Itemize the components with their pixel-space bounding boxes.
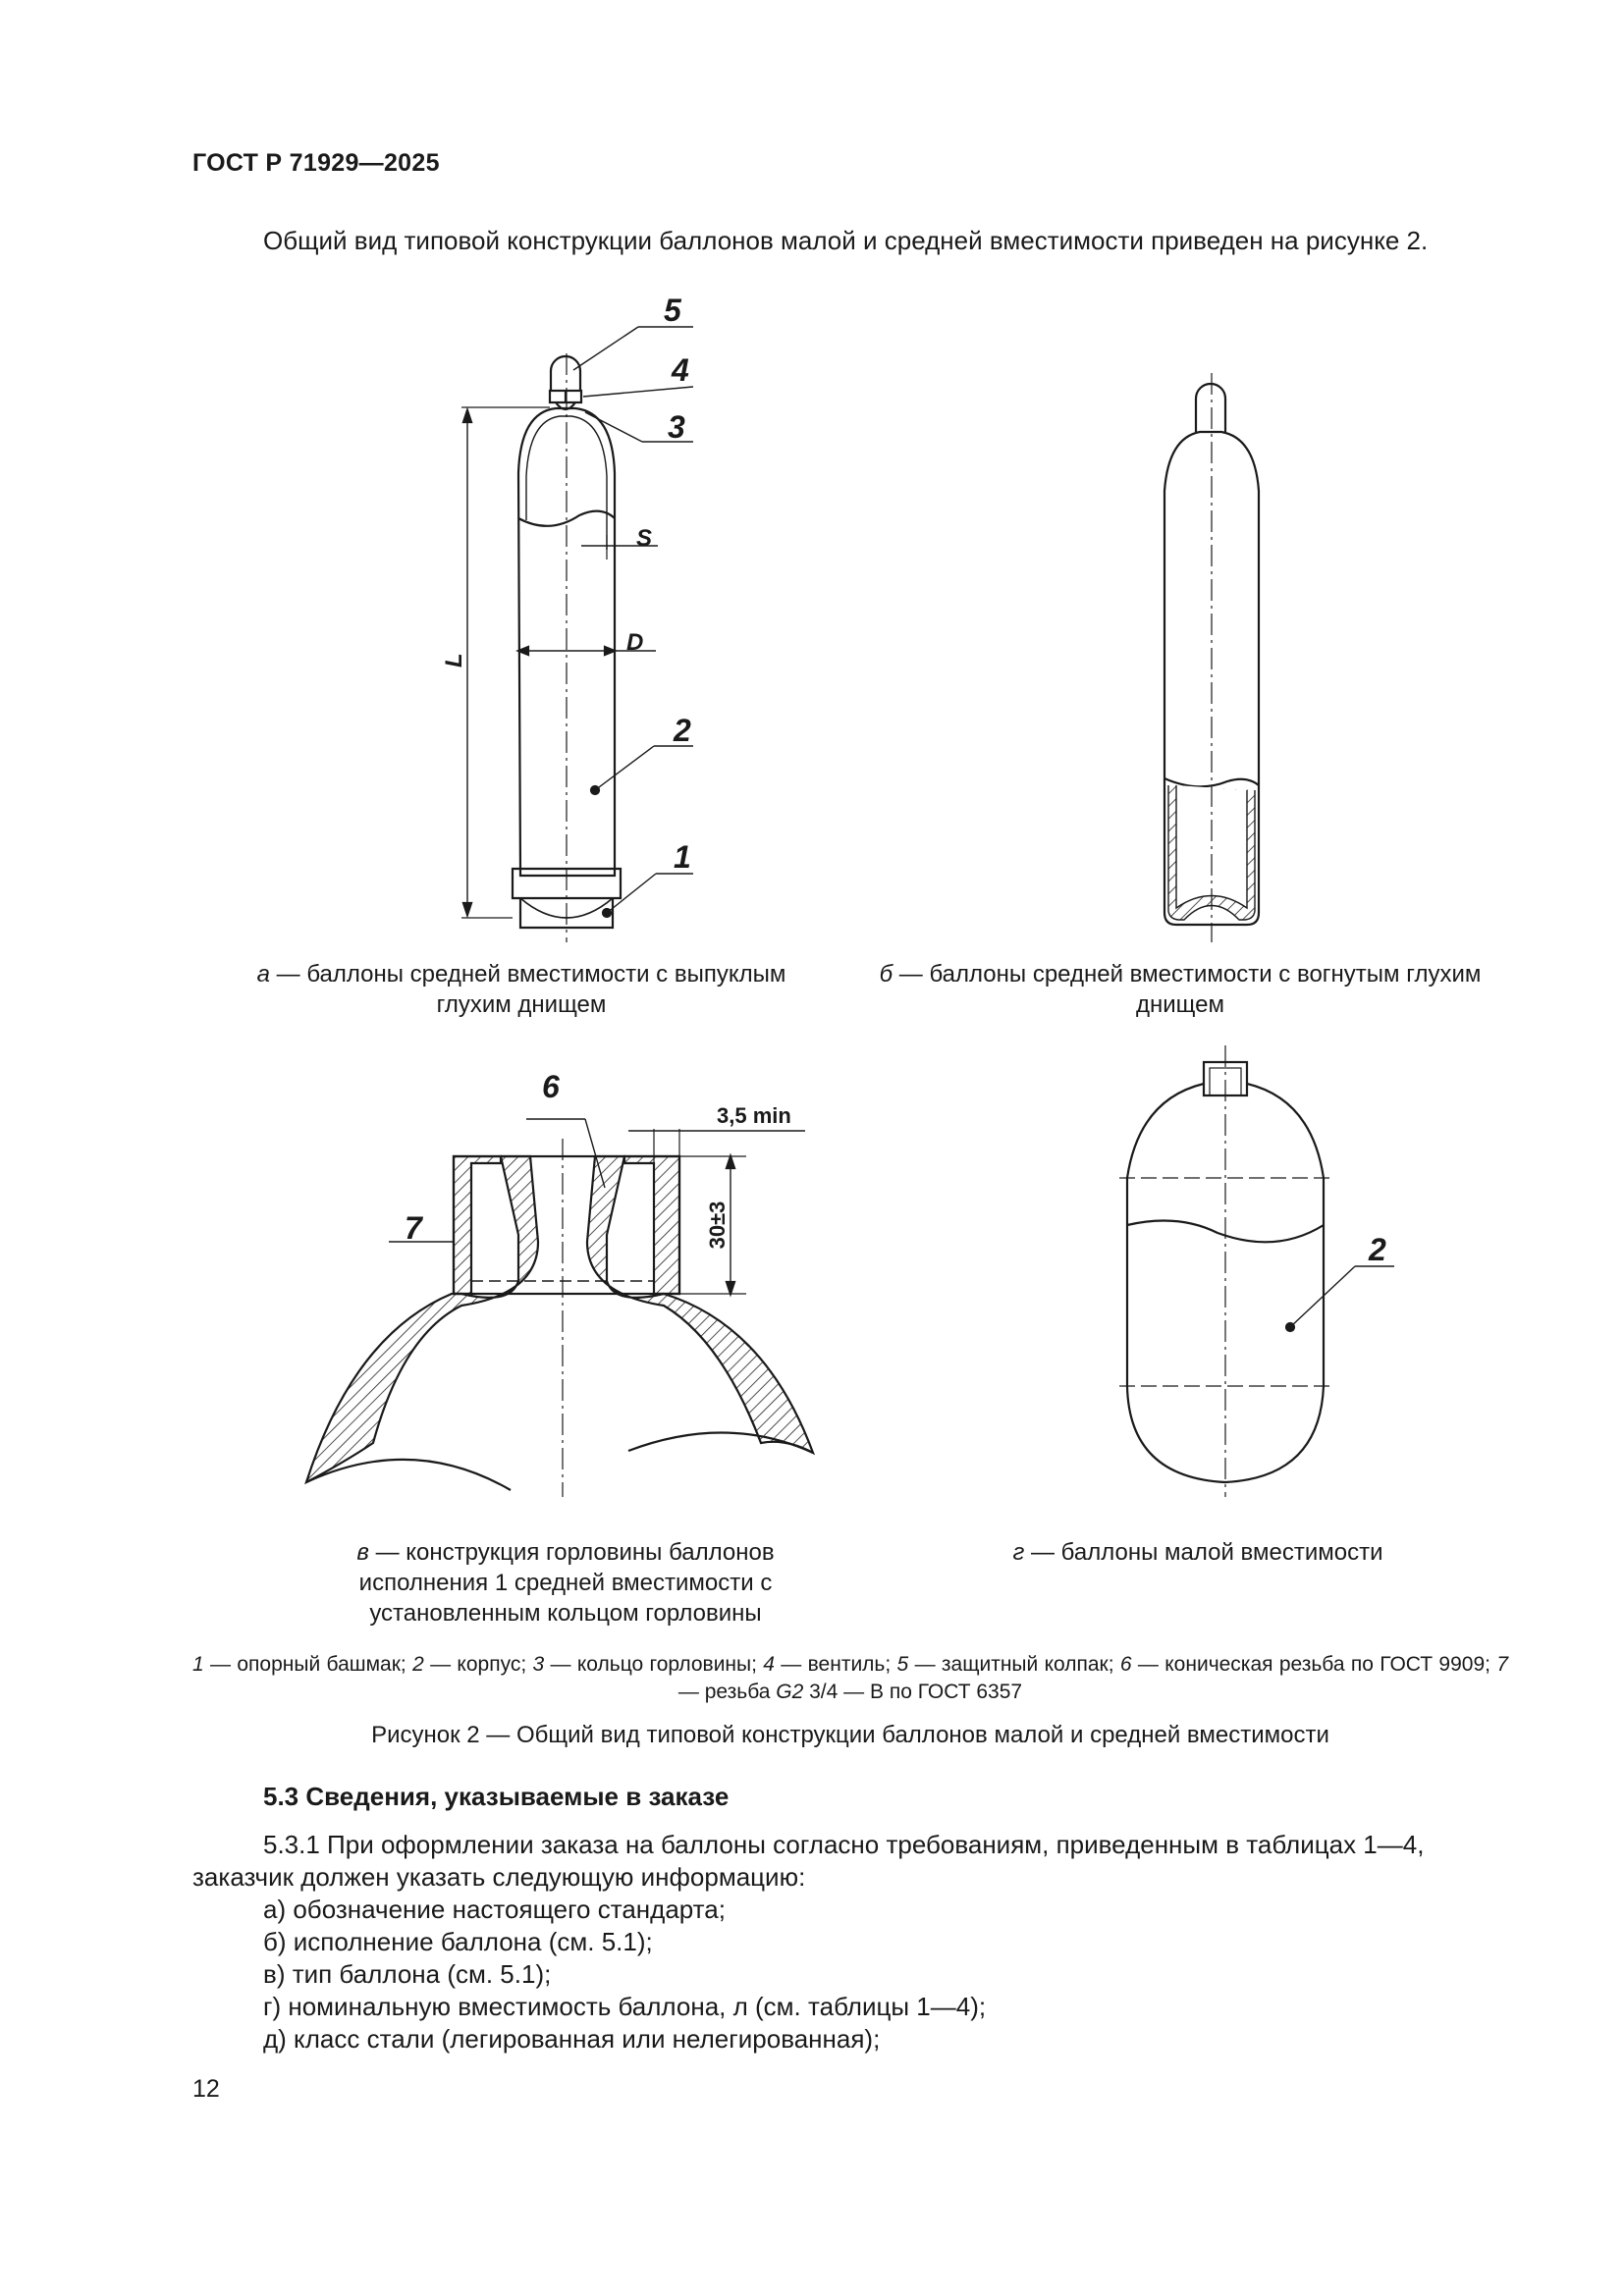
- drawing-b-cylinder: [1164, 373, 1259, 942]
- label-l: L: [441, 653, 467, 667]
- caption-b: б — баллоны средней вместимости с вогнутым глухим днищем: [879, 961, 1482, 1018]
- label-d: D: [626, 629, 644, 656]
- label-5: 5: [664, 293, 681, 328]
- page-number: 12: [192, 2075, 220, 2103]
- document-header: ГОСТ Р 71929—2025: [192, 149, 440, 177]
- intro-paragraph: Общий вид типовой конструкции баллонов малой и средней вместимости приведен на рисунке 2.: [263, 226, 1429, 255]
- label-4: 4: [672, 352, 689, 388]
- section-heading: 5.3 Сведения, указываемые в заказе: [263, 1782, 730, 1811]
- figure-title: Рисунок 2 — Общий вид типовой конструкции баллонов малой и средней вместимости: [371, 1722, 1329, 1748]
- dim-3-5-min: 3,5 min: [717, 1103, 791, 1128]
- label-7: 7: [405, 1210, 422, 1246]
- list-item: а) обозначение настоящего стандарта;: [263, 1895, 726, 1924]
- caption-a: а — баллоны средней вместимости с выпуклым глухим днищем: [256, 961, 786, 1018]
- drawing-g-small-cylinder: [1119, 1045, 1394, 1497]
- drawing-a-cylinder: [461, 327, 693, 942]
- paragraph-5-3-1: 5.3.1 При оформлении заказа на баллоны согласно требованиям, приведенным в таблицах 1—4,: [263, 1830, 1425, 1859]
- drawing-v-neck: [306, 1119, 813, 1497]
- label-3: 3: [668, 409, 685, 445]
- figure-legend: 1 — опорный башмак; 2 — корпус; 3 — кольцо горловины; 4 — вентиль; 5 — защитный колпак; 6 — коническая резьба по ГОСТ 9909; 7 — резьба G2 3/4 — B по ГОСТ 6357: [192, 1653, 1508, 1703]
- dim-30: 30±3: [705, 1201, 730, 1250]
- label-2g: 2: [1369, 1232, 1386, 1267]
- label-2a: 2: [674, 713, 691, 748]
- caption-g: г — баллоны малой вместимости: [1012, 1539, 1383, 1566]
- caption-v: в — конструкция горловины баллонов исполнения 1 средней вместимости с установленным кольцом горловины: [356, 1539, 775, 1627]
- list-item: б) исполнение баллона (см. 5.1);: [263, 1927, 653, 1956]
- list-item: д) класс стали (легированная или нелегированная);: [263, 2024, 881, 2054]
- label-1: 1: [674, 839, 691, 875]
- paragraph-5-3-1-cont: заказчик должен указать следующую информацию:: [192, 1862, 806, 1892]
- label-s: S: [636, 525, 653, 552]
- label-6: 6: [542, 1069, 560, 1104]
- list-item: г) номинальную вместимость баллона, л (см. таблицы 1—4);: [263, 1992, 987, 2021]
- list-item: в) тип баллона (см. 5.1);: [263, 1959, 552, 1989]
